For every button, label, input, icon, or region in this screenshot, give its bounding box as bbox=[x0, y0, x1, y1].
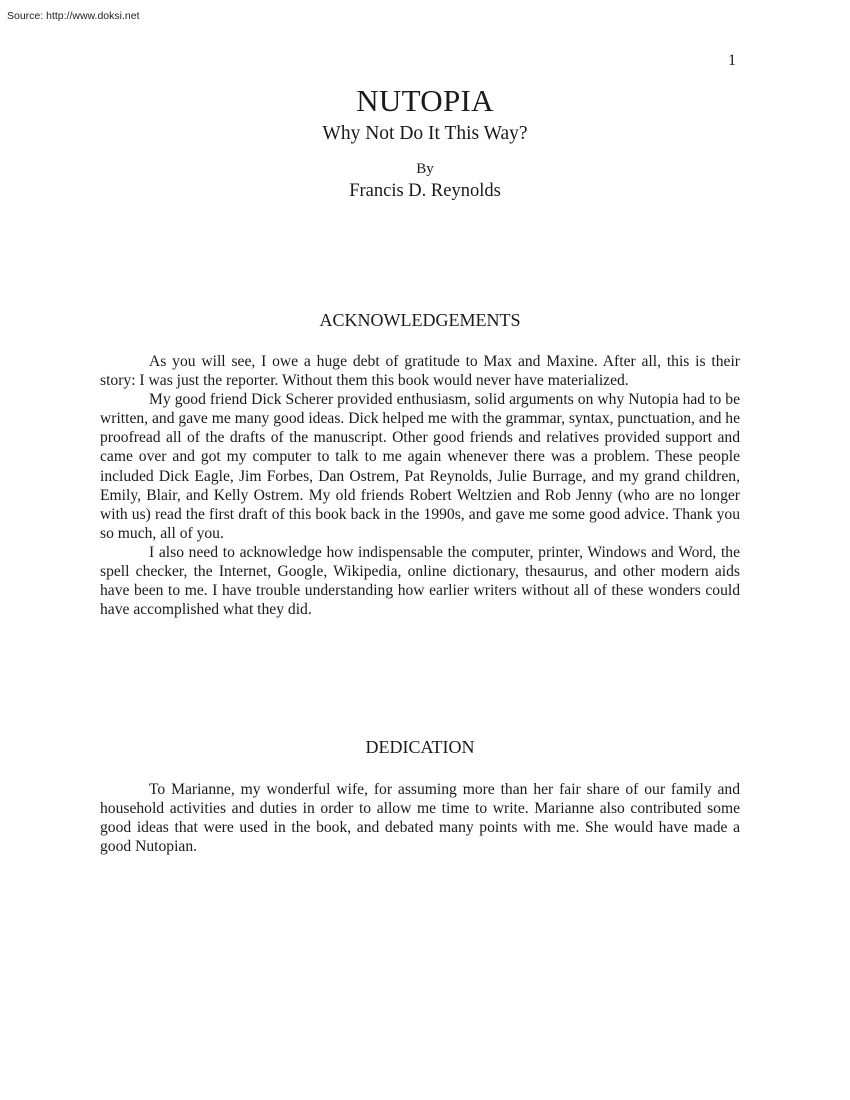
acknowledgements-paragraph: My good friend Dick Scherer provided enthusiasm, solid arguments on why Nutopia had to be written, and gave me many good ideas. Dick helped me with the grammar, syntax, punctuation, and he proofread all of the drafts of the manuscript. Other good friends and relatives provided support and came over and got my computer to talk to me again whenever there was a problem. These people included Dick Eagle, Jim Forbes, Dan Ostrem, Pat Reynolds, Julie Burrage, and my grand children, Emily, Blair, and Kelly Ostrem. My old friends Robert Weltzien and Rob Jenny (who are no longer with us) read the first draft of this book back in the 1990s, and gave me some good advice. Thank you so much, all of you. bbox=[100, 391, 740, 542]
dedication-paragraph: To Marianne, my wonderful wife, for assuming more than her fair share of our family and household activities and duties in order to allow me time to write. Marianne also contributed some good ideas that were used in the book, and debated many points with me. She would have made a good Nutopian. bbox=[100, 781, 740, 856]
acknowledgements-paragraph: I also need to acknowledge how indispensable the computer, printer, Windows and Word, the spell checker, the Internet, Google, Wikipedia, online dictionary, thesaurus, and other modern aids have been to me. I have trouble understanding how earlier writers without all of these wonders could have accomplished what they did. bbox=[100, 543, 740, 619]
book-title: NUTOPIA bbox=[356, 83, 494, 118]
by-label: By bbox=[416, 161, 434, 177]
dedication-heading: DEDICATION bbox=[365, 737, 475, 757]
author-name: Francis D. Reynolds bbox=[349, 181, 501, 201]
dedication-body bbox=[100, 780, 740, 856]
acknowledgements-body bbox=[100, 352, 740, 619]
page-number: 1 bbox=[728, 52, 736, 69]
source-note: Source: http://www.doksi.net bbox=[7, 10, 140, 22]
title-block bbox=[0, 83, 850, 202]
book-subtitle: Why Not Do It This Way? bbox=[322, 123, 528, 144]
acknowledgements-paragraph: As you will see, I owe a huge debt of gratitude to Max and Maxine. After all, this is their story: I was just the reporter. Without them this book would never have materialized. bbox=[100, 353, 740, 390]
acknowledgements-heading: ACKNOWLEDGEMENTS bbox=[319, 310, 521, 330]
